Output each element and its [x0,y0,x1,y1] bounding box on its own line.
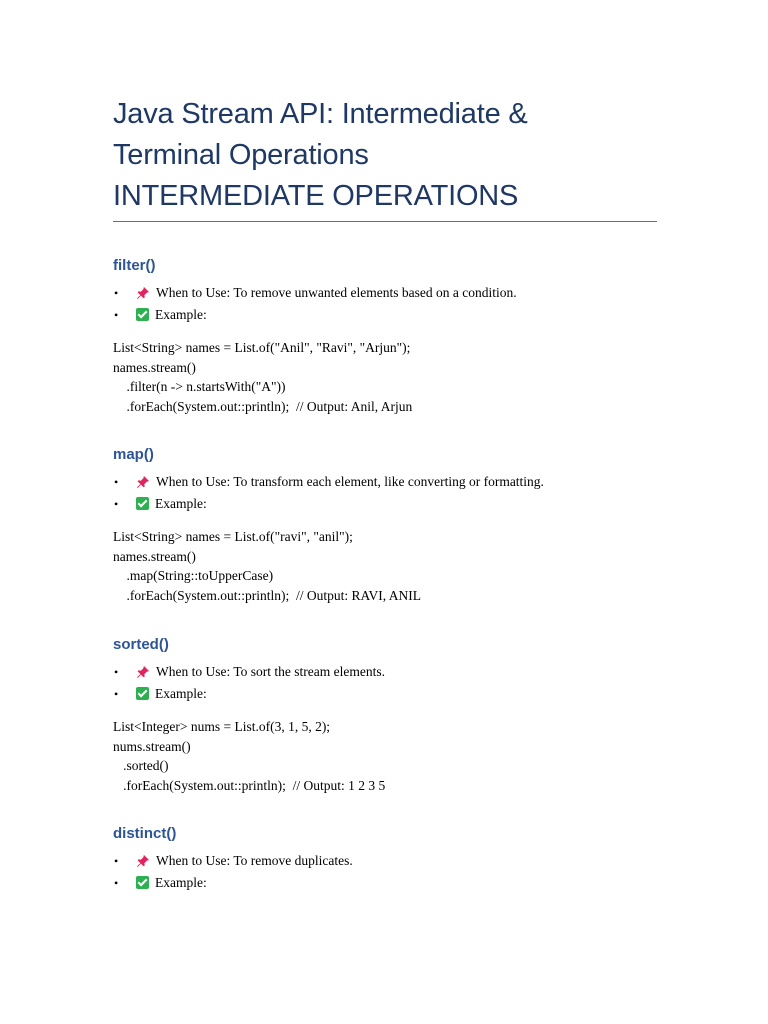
section-heading: filter() [113,257,156,274]
when-to-use-text: When to Use: To transform each element, like converting or formatting. [156,474,544,489]
code-line: names.stream() [113,359,196,375]
code-line: List<String> names = List.of("Anil", "Ravi", "Arjun"); [113,340,411,355]
section-filter [113,256,713,416]
section-sorted [113,635,713,795]
pushpin-icon [136,475,150,489]
code-block [113,717,713,795]
check-mark-button-icon [136,308,149,321]
check-mark-button-icon [136,687,149,700]
code-line: .forEach(System.out::println); // Output: 1 2 3 5 [113,777,386,793]
bullet-dot: • [114,854,119,868]
bullet-example [113,304,713,326]
section-heading: distinct() [113,825,177,842]
code-line: nums.stream() [113,738,191,754]
when-to-use-text: When to Use: To remove unwanted elements based on a condition. [156,285,517,300]
title-line-3: INTERMEDIATE OPERATIONS [113,180,519,212]
code-line: .filter(n -> n.startsWith("A")) [113,379,286,394]
code-line: .forEach(System.out::println); // Output: Anil, Arjun [113,398,413,414]
code-block [113,338,713,416]
section-heading: sorted() [113,636,169,653]
bullet-when-to-use [113,471,713,493]
code-line: .sorted() [113,758,169,773]
title-line-2: Terminal Operations [113,139,369,171]
title-underline [113,221,657,222]
section-distinct [113,824,713,894]
code-line: .forEach(System.out::println); // Output: RAVI, ANIL [113,587,421,603]
bullet-dot: • [114,687,119,701]
check-mark-button-icon [136,876,149,889]
code-block [113,527,713,605]
bullet-list [113,282,713,326]
bullet-example [113,872,713,894]
code-line: names.stream() [113,548,196,564]
pushpin-icon [136,286,150,300]
bullet-dot: • [114,665,119,679]
bullet-dot: • [114,286,119,300]
section-heading: map() [113,446,154,463]
bullet-dot: • [114,308,119,322]
code-line: List<String> names = List.of("ravi", "anil"); [113,529,353,544]
pushpin-icon [136,854,150,868]
bullet-dot: • [114,876,119,890]
pushpin-icon [136,665,150,679]
bullet-dot: • [114,497,119,511]
section-map [113,445,713,605]
bullet-example [113,493,713,515]
title-line-1: Java Stream API: Intermediate & [113,98,528,130]
bullet-list [113,661,713,705]
example-text: Example: [155,686,207,701]
bullet-example [113,683,713,705]
example-text: Example: [155,307,207,322]
when-to-use-text: When to Use: To sort the stream elements. [156,664,385,679]
bullet-dot: • [114,475,119,489]
bullet-list [113,850,713,894]
when-to-use-text: When to Use: To remove duplicates. [156,853,353,868]
bullet-when-to-use [113,282,713,304]
example-text: Example: [155,875,207,890]
bullet-when-to-use [113,661,713,683]
check-mark-button-icon [136,497,149,510]
example-text: Example: [155,496,207,511]
bullet-list [113,471,713,515]
code-line: .map(String::toUpperCase) [113,568,274,583]
bullet-when-to-use [113,850,713,872]
page-title [113,94,673,217]
code-line: List<Integer> nums = List.of(3, 1, 5, 2); [113,719,331,734]
